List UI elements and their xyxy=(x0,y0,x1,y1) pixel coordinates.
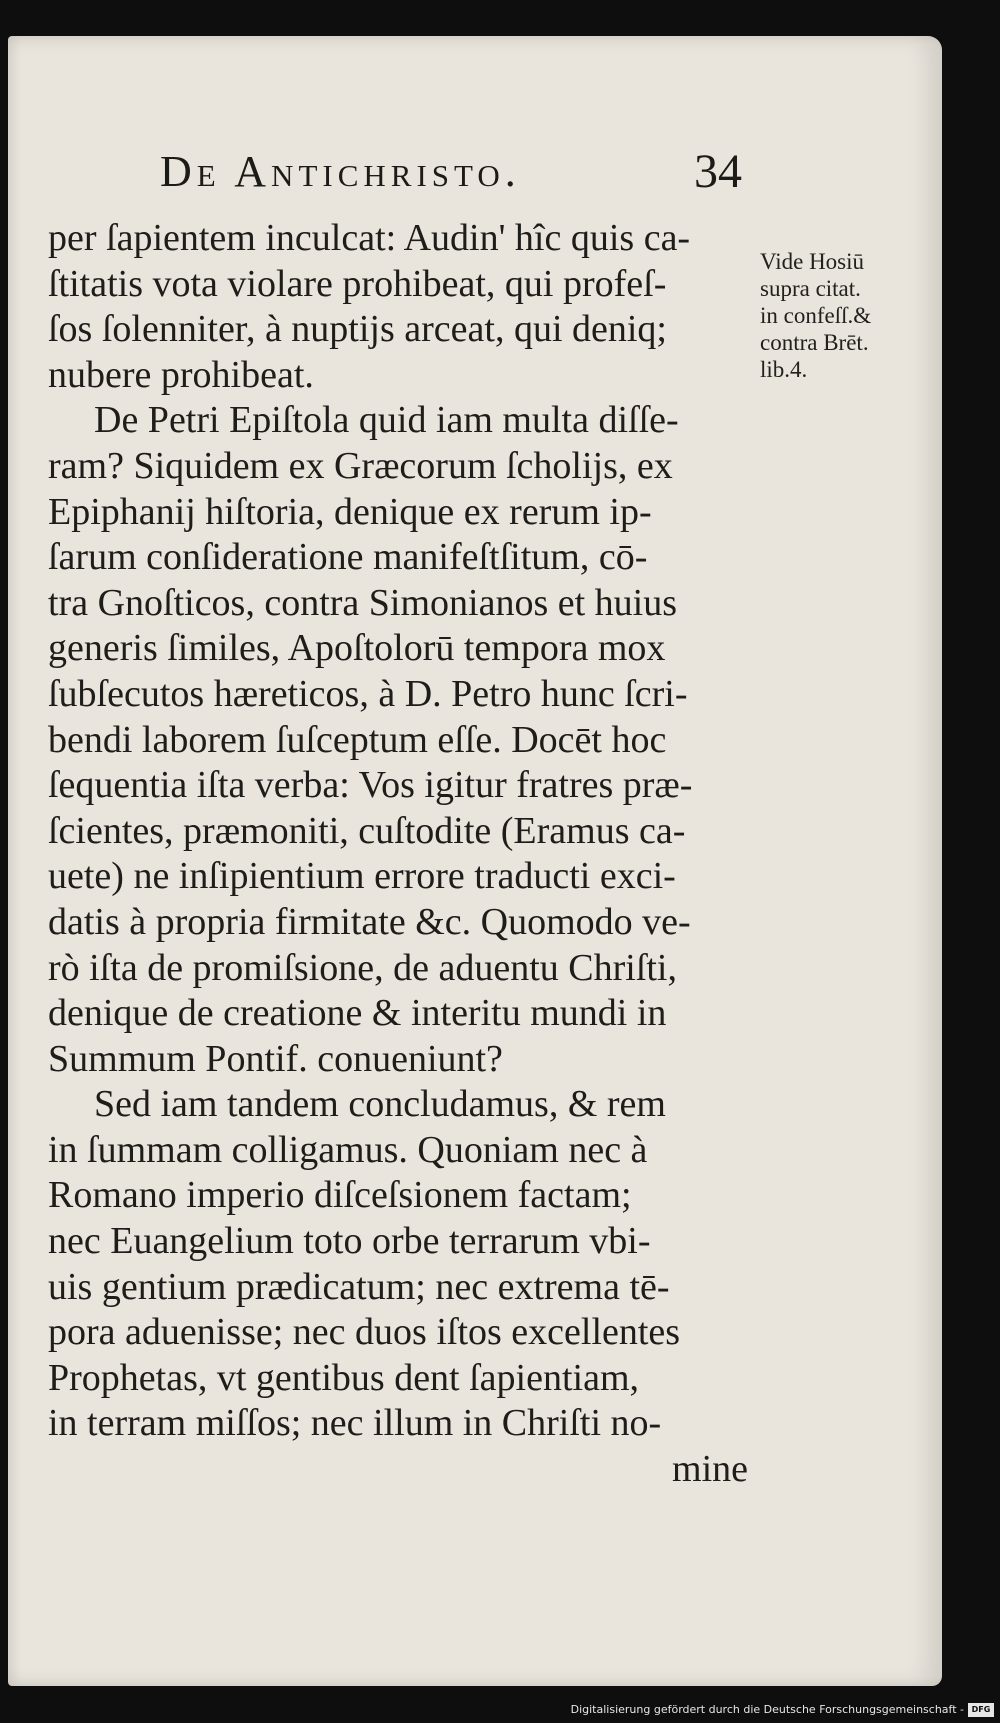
text-line: ſarum conſideratione manifeſtſitum, cō- xyxy=(48,536,648,579)
text-line: ſcientes, præmoniti, cuſtodite (Eramus ca- xyxy=(48,809,686,852)
body-text xyxy=(48,216,758,1493)
digitization-credit: Digitalisierung gefördert durch die Deutsche Forschungsgemeinschaft - xyxy=(570,1703,964,1716)
footer-bar xyxy=(0,1700,1000,1723)
text-line: in ſummam colligamus. Quoniam nec à xyxy=(48,1128,648,1171)
text-line: nubere prohibeat. xyxy=(48,353,314,396)
text-line: ſequentia iſta verba: Vos igitur fratres præ- xyxy=(48,764,693,807)
margin-note-line: in confeſſ.& xyxy=(760,303,872,328)
margin-note-line: supra citat. xyxy=(760,276,861,301)
text-line: pora aduenisse; nec duos iſtos excellentes xyxy=(48,1311,681,1354)
text-line: bendi laborem ſuſceptum eſſe. Docēt hoc xyxy=(48,718,667,761)
text-line: mine xyxy=(672,1448,748,1491)
page-number: 34 xyxy=(694,145,742,198)
text-line: tra Gnoſticos, contra Simonianos et huius xyxy=(48,581,678,624)
text-line: nec Euangelium toto orbe terrarum vbi- xyxy=(48,1220,651,1263)
book-page xyxy=(8,36,942,1686)
margin-note-line: lib.4. xyxy=(760,357,808,382)
text-line: ram? Siquidem ex Græcorum ſcholijs, ex xyxy=(48,444,673,487)
text-line: denique de creatione & interitu mundi in xyxy=(48,992,667,1035)
text-line: rò iſta de promiſsione, de aduentu Chriſti, xyxy=(48,946,677,989)
text-line: uis gentium prædicatum; nec extrema tē- xyxy=(48,1265,670,1308)
margin-note-line: contra Brēt. xyxy=(760,330,869,355)
text-line: Romano imperio diſceſsionem factam; xyxy=(48,1174,632,1217)
text-line: uete) ne inſipientium errore traducti exci- xyxy=(48,855,676,898)
text-line: ſubſecutos hæreticos, à D. Petro hunc ſcri- xyxy=(48,672,688,715)
margin-note-line: Vide Hosiū xyxy=(760,249,865,274)
text-line: ſos ſolenniter, à nuptijs arceat, qui deniq; xyxy=(48,308,667,351)
dfg-logo: DFG xyxy=(968,1703,994,1717)
text-line: Prophetas, vt gentibus dent ſapientiam, xyxy=(48,1356,640,1399)
text-line: in terram miſſos; nec illum in Chriſti no- xyxy=(48,1402,662,1445)
text-line: datis à propria firmitate &c. Quomodo ve- xyxy=(48,900,691,943)
text-line: Sed iam tandem concludamus, & rem xyxy=(94,1083,666,1126)
text-line: De Petri Epiſtola quid iam multa diſſe- xyxy=(94,399,679,442)
text-line: Summum Pontif. conueniunt? xyxy=(48,1037,503,1080)
text-line: generis ſimiles, Apoſtolorū tempora mox xyxy=(48,627,666,670)
text-line: Epiphanij hiſtoria, denique ex rerum ip- xyxy=(48,490,652,533)
text-line: per ſapientem inculcat: Audin' hîc quis ca- xyxy=(48,217,691,259)
running-title: De Antichristo. xyxy=(160,147,521,196)
page-header xyxy=(8,136,942,216)
text-line: ſtitatis vota violare prohibeat, qui profeſ- xyxy=(48,262,667,305)
margin-note xyxy=(760,248,940,383)
